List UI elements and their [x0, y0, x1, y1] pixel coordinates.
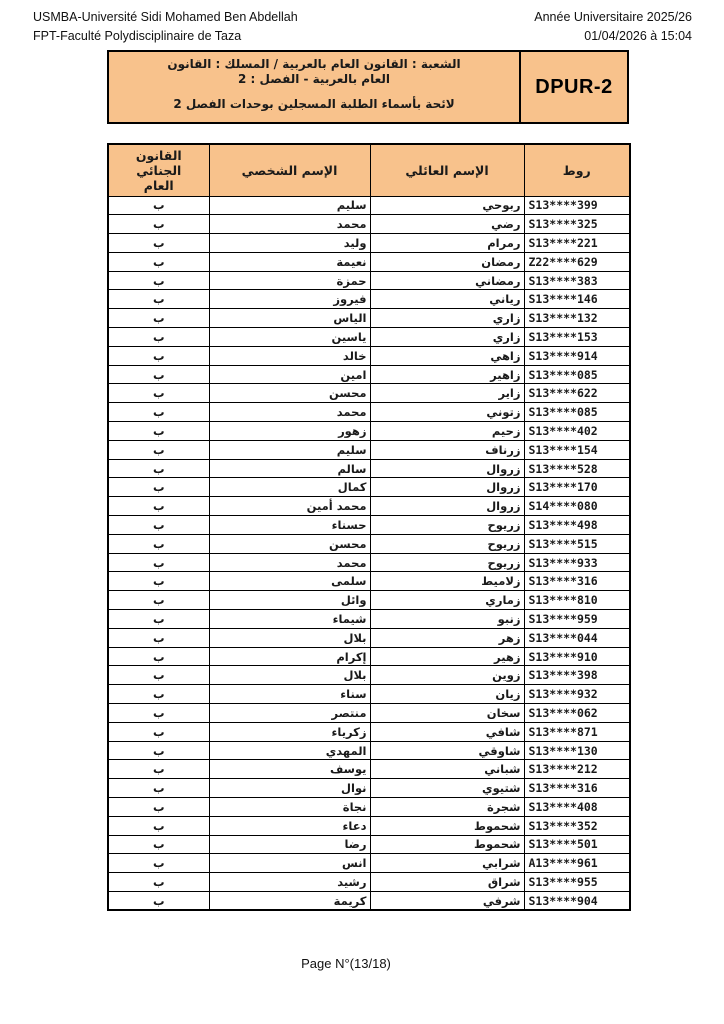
student-code: S13****383 — [524, 271, 630, 290]
student-code: S13****515 — [524, 534, 630, 553]
student-first-name: وليد — [209, 234, 370, 253]
student-code: S13****914 — [524, 346, 630, 365]
student-family-name: زوين — [370, 666, 524, 685]
table-row — [108, 534, 630, 553]
print-datetime: 01/04/2026 à 15:04 — [584, 29, 692, 43]
student-code: S13****132 — [524, 309, 630, 328]
student-family-name: زنبو — [370, 610, 524, 629]
page-header — [33, 8, 692, 46]
student-family-name: سخان — [370, 704, 524, 723]
student-family-name: زماري — [370, 591, 524, 610]
table-row — [108, 365, 630, 384]
student-first-name: محمد أمين — [209, 497, 370, 516]
date-block — [534, 8, 692, 46]
student-family-name: شباني — [370, 760, 524, 779]
student-first-name: محسن — [209, 534, 370, 553]
student-family-name: رمضاني — [370, 271, 524, 290]
column-header-code: روط — [524, 144, 630, 196]
student-family-name: زاري — [370, 328, 524, 347]
student-family-name: زلاميط — [370, 572, 524, 591]
module-flag: ب — [108, 779, 209, 798]
student-code: S13****062 — [524, 704, 630, 723]
student-family-name: شافي — [370, 722, 524, 741]
student-code: S13****959 — [524, 610, 630, 629]
module-flag: ب — [108, 666, 209, 685]
table-row — [108, 196, 630, 215]
module-flag: ب — [108, 647, 209, 666]
student-family-name: زرناف — [370, 440, 524, 459]
student-family-name: زحيم — [370, 422, 524, 441]
column-header-family-name: الإسم العائلي — [370, 144, 524, 196]
student-table — [107, 143, 631, 911]
student-first-name: يوسف — [209, 760, 370, 779]
student-family-name: شجرة — [370, 798, 524, 817]
module-flag: ب — [108, 553, 209, 572]
student-first-name: كمال — [209, 478, 370, 497]
table-row — [108, 835, 630, 854]
student-code: S13****212 — [524, 760, 630, 779]
student-family-name: زاهير — [370, 365, 524, 384]
student-code: S13****910 — [524, 647, 630, 666]
student-family-name: رضي — [370, 215, 524, 234]
student-first-name: خالد — [209, 346, 370, 365]
module-flag: ب — [108, 685, 209, 704]
student-family-name: رمرام — [370, 234, 524, 253]
module-flag: ب — [108, 403, 209, 422]
module-flag: ب — [108, 234, 209, 253]
page-number: Page N°(13/18) — [301, 956, 391, 971]
table-row — [108, 440, 630, 459]
program-code-badge: DPUR-2 — [535, 75, 613, 98]
banner-title-line1: الشعبة : القانون العام بالعربية / المسلك : القانون — [167, 57, 461, 71]
student-code: S13****352 — [524, 816, 630, 835]
student-family-name: شاوقي — [370, 741, 524, 760]
module-flag: ب — [108, 534, 209, 553]
module-flag: ب — [108, 459, 209, 478]
student-first-name: محمد — [209, 403, 370, 422]
student-table-header — [108, 144, 630, 196]
student-first-name: حسناء — [209, 516, 370, 535]
table-row — [108, 497, 630, 516]
student-code: S13****622 — [524, 384, 630, 403]
module-flag: ب — [108, 722, 209, 741]
module-flag: ب — [108, 384, 209, 403]
student-first-name: دعاء — [209, 816, 370, 835]
student-family-name: شتيوي — [370, 779, 524, 798]
student-code: S13****932 — [524, 685, 630, 704]
table-row — [108, 478, 630, 497]
student-code: S13****402 — [524, 422, 630, 441]
student-family-name: زاري — [370, 309, 524, 328]
student-first-name: امين — [209, 365, 370, 384]
student-first-name: نعيمة — [209, 252, 370, 271]
module-flag: ب — [108, 365, 209, 384]
student-first-name: الياس — [209, 309, 370, 328]
student-family-name: زروال — [370, 478, 524, 497]
student-code: Z22****629 — [524, 252, 630, 271]
module-flag: ب — [108, 591, 209, 610]
module-flag: ب — [108, 478, 209, 497]
table-row — [108, 384, 630, 403]
table-row — [108, 647, 630, 666]
student-family-name: شراق — [370, 873, 524, 892]
module-flag: ب — [108, 440, 209, 459]
table-row — [108, 459, 630, 478]
student-code: S13****316 — [524, 779, 630, 798]
banner-info — [109, 52, 521, 122]
student-first-name: سالم — [209, 459, 370, 478]
module-flag: ب — [108, 760, 209, 779]
table-row — [108, 666, 630, 685]
module-flag: ب — [108, 328, 209, 347]
module-flag: ب — [108, 572, 209, 591]
module-flag: ب — [108, 271, 209, 290]
table-row — [108, 704, 630, 723]
student-code: S13****498 — [524, 516, 630, 535]
module-flag: ب — [108, 741, 209, 760]
student-family-name: زهر — [370, 628, 524, 647]
table-row — [108, 346, 630, 365]
student-code: S13****904 — [524, 891, 630, 910]
student-code: S14****080 — [524, 497, 630, 516]
student-family-name: زريوح — [370, 534, 524, 553]
title-banner — [107, 50, 629, 124]
student-family-name: ربوحي — [370, 196, 524, 215]
module-flag: ب — [108, 798, 209, 817]
student-code: S13****501 — [524, 835, 630, 854]
table-row — [108, 403, 630, 422]
student-first-name: نجاة — [209, 798, 370, 817]
table-row — [108, 591, 630, 610]
table-row — [108, 234, 630, 253]
module-flag: ب — [108, 422, 209, 441]
student-family-name: شحموط — [370, 816, 524, 835]
table-row — [108, 572, 630, 591]
student-first-name: فيروز — [209, 290, 370, 309]
module-flag: ب — [108, 816, 209, 835]
student-family-name: زيان — [370, 685, 524, 704]
module-flag: ب — [108, 873, 209, 892]
table-row — [108, 422, 630, 441]
table-row — [108, 553, 630, 572]
student-family-name: زتوني — [370, 403, 524, 422]
module-flag: ب — [108, 309, 209, 328]
module-flag: ب — [108, 196, 209, 215]
academic-year: Année Universitaire 2025/26 — [534, 10, 692, 24]
student-first-name: سليم — [209, 196, 370, 215]
student-family-name: زريوح — [370, 516, 524, 535]
student-family-name: زاهي — [370, 346, 524, 365]
student-first-name: رضا — [209, 835, 370, 854]
student-first-name: نوال — [209, 779, 370, 798]
student-code: S13****408 — [524, 798, 630, 817]
table-row — [108, 779, 630, 798]
student-code: A13****961 — [524, 854, 630, 873]
student-code: S13****170 — [524, 478, 630, 497]
banner-title-line2: العام بالعربية - الفصل : 2 — [238, 72, 390, 86]
table-row — [108, 628, 630, 647]
table-row — [108, 610, 630, 629]
module-flag: ب — [108, 854, 209, 873]
table-row — [108, 685, 630, 704]
student-first-name: محسن — [209, 384, 370, 403]
student-code: S13****810 — [524, 591, 630, 610]
student-first-name: سناء — [209, 685, 370, 704]
module-flag: ب — [108, 346, 209, 365]
module-flag: ب — [108, 215, 209, 234]
university-name: USMBA-Université Sidi Mohamed Ben Abdellah — [33, 10, 298, 24]
header-row — [108, 144, 630, 196]
student-first-name: زكرياء — [209, 722, 370, 741]
module-flag: ب — [108, 628, 209, 647]
table-row — [108, 741, 630, 760]
student-code: S13****153 — [524, 328, 630, 347]
student-first-name: كريمة — [209, 891, 370, 910]
module-flag: ب — [108, 290, 209, 309]
student-code: S13****933 — [524, 553, 630, 572]
student-first-name: انس — [209, 854, 370, 873]
student-family-name: زهير — [370, 647, 524, 666]
student-first-name: المهدي — [209, 741, 370, 760]
student-code: S13****085 — [524, 403, 630, 422]
student-family-name: رمضان — [370, 252, 524, 271]
student-first-name: حمزة — [209, 271, 370, 290]
student-code: S13****398 — [524, 666, 630, 685]
table-row — [108, 252, 630, 271]
module-header-label: القانون الجنائي العام — [135, 147, 182, 193]
column-header-first-name: الإسم الشخصي — [209, 144, 370, 196]
student-code: S13****154 — [524, 440, 630, 459]
student-code: S13****316 — [524, 572, 630, 591]
module-flag: ب — [108, 252, 209, 271]
student-first-name: شيماء — [209, 610, 370, 629]
student-code: S13****399 — [524, 196, 630, 215]
institution-block — [33, 8, 298, 46]
student-code: S13****955 — [524, 873, 630, 892]
table-row — [108, 891, 630, 910]
module-flag: ب — [108, 497, 209, 516]
student-code: S13****325 — [524, 215, 630, 234]
table-row — [108, 328, 630, 347]
student-first-name: منتصر — [209, 704, 370, 723]
module-flag: ب — [108, 835, 209, 854]
table-row — [108, 816, 630, 835]
table-row — [108, 290, 630, 309]
table-row — [108, 722, 630, 741]
module-flag: ب — [108, 610, 209, 629]
student-first-name: محمد — [209, 553, 370, 572]
student-code: S13****221 — [524, 234, 630, 253]
module-flag: ب — [108, 704, 209, 723]
student-first-name: بلال — [209, 666, 370, 685]
table-row — [108, 854, 630, 873]
student-family-name: زروال — [370, 497, 524, 516]
student-code: S13****085 — [524, 365, 630, 384]
student-first-name: سلمى — [209, 572, 370, 591]
table-row — [108, 873, 630, 892]
student-code: S13****044 — [524, 628, 630, 647]
student-family-name: رياني — [370, 290, 524, 309]
table-row — [108, 760, 630, 779]
student-code: S13****528 — [524, 459, 630, 478]
student-table-body — [108, 196, 630, 910]
student-code: S13****871 — [524, 722, 630, 741]
student-first-name: إكرام — [209, 647, 370, 666]
banner-subtitle: لائحة بأسماء الطلبة المسجلين بوحدات الفصل 2 — [173, 97, 455, 111]
student-first-name: بلال — [209, 628, 370, 647]
table-row — [108, 516, 630, 535]
student-first-name: زهور — [209, 422, 370, 441]
student-family-name: زريوح — [370, 553, 524, 572]
table-row — [108, 798, 630, 817]
student-family-name: شرابي — [370, 854, 524, 873]
student-family-name: شرفي — [370, 891, 524, 910]
student-family-name: شحموط — [370, 835, 524, 854]
student-first-name: سليم — [209, 440, 370, 459]
student-family-name: زروال — [370, 459, 524, 478]
student-first-name: ياسين — [209, 328, 370, 347]
module-flag: ب — [108, 891, 209, 910]
faculty-name: FPT-Faculté Polydisciplinaire de Taza — [33, 29, 242, 43]
table-row — [108, 271, 630, 290]
table-row — [108, 215, 630, 234]
student-first-name: وائل — [209, 591, 370, 610]
table-row — [108, 309, 630, 328]
student-first-name: محمد — [209, 215, 370, 234]
column-header-module — [108, 144, 209, 196]
student-code: S13****130 — [524, 741, 630, 760]
student-family-name: زاير — [370, 384, 524, 403]
module-flag: ب — [108, 516, 209, 535]
student-code: S13****146 — [524, 290, 630, 309]
student-first-name: رشيد — [209, 873, 370, 892]
